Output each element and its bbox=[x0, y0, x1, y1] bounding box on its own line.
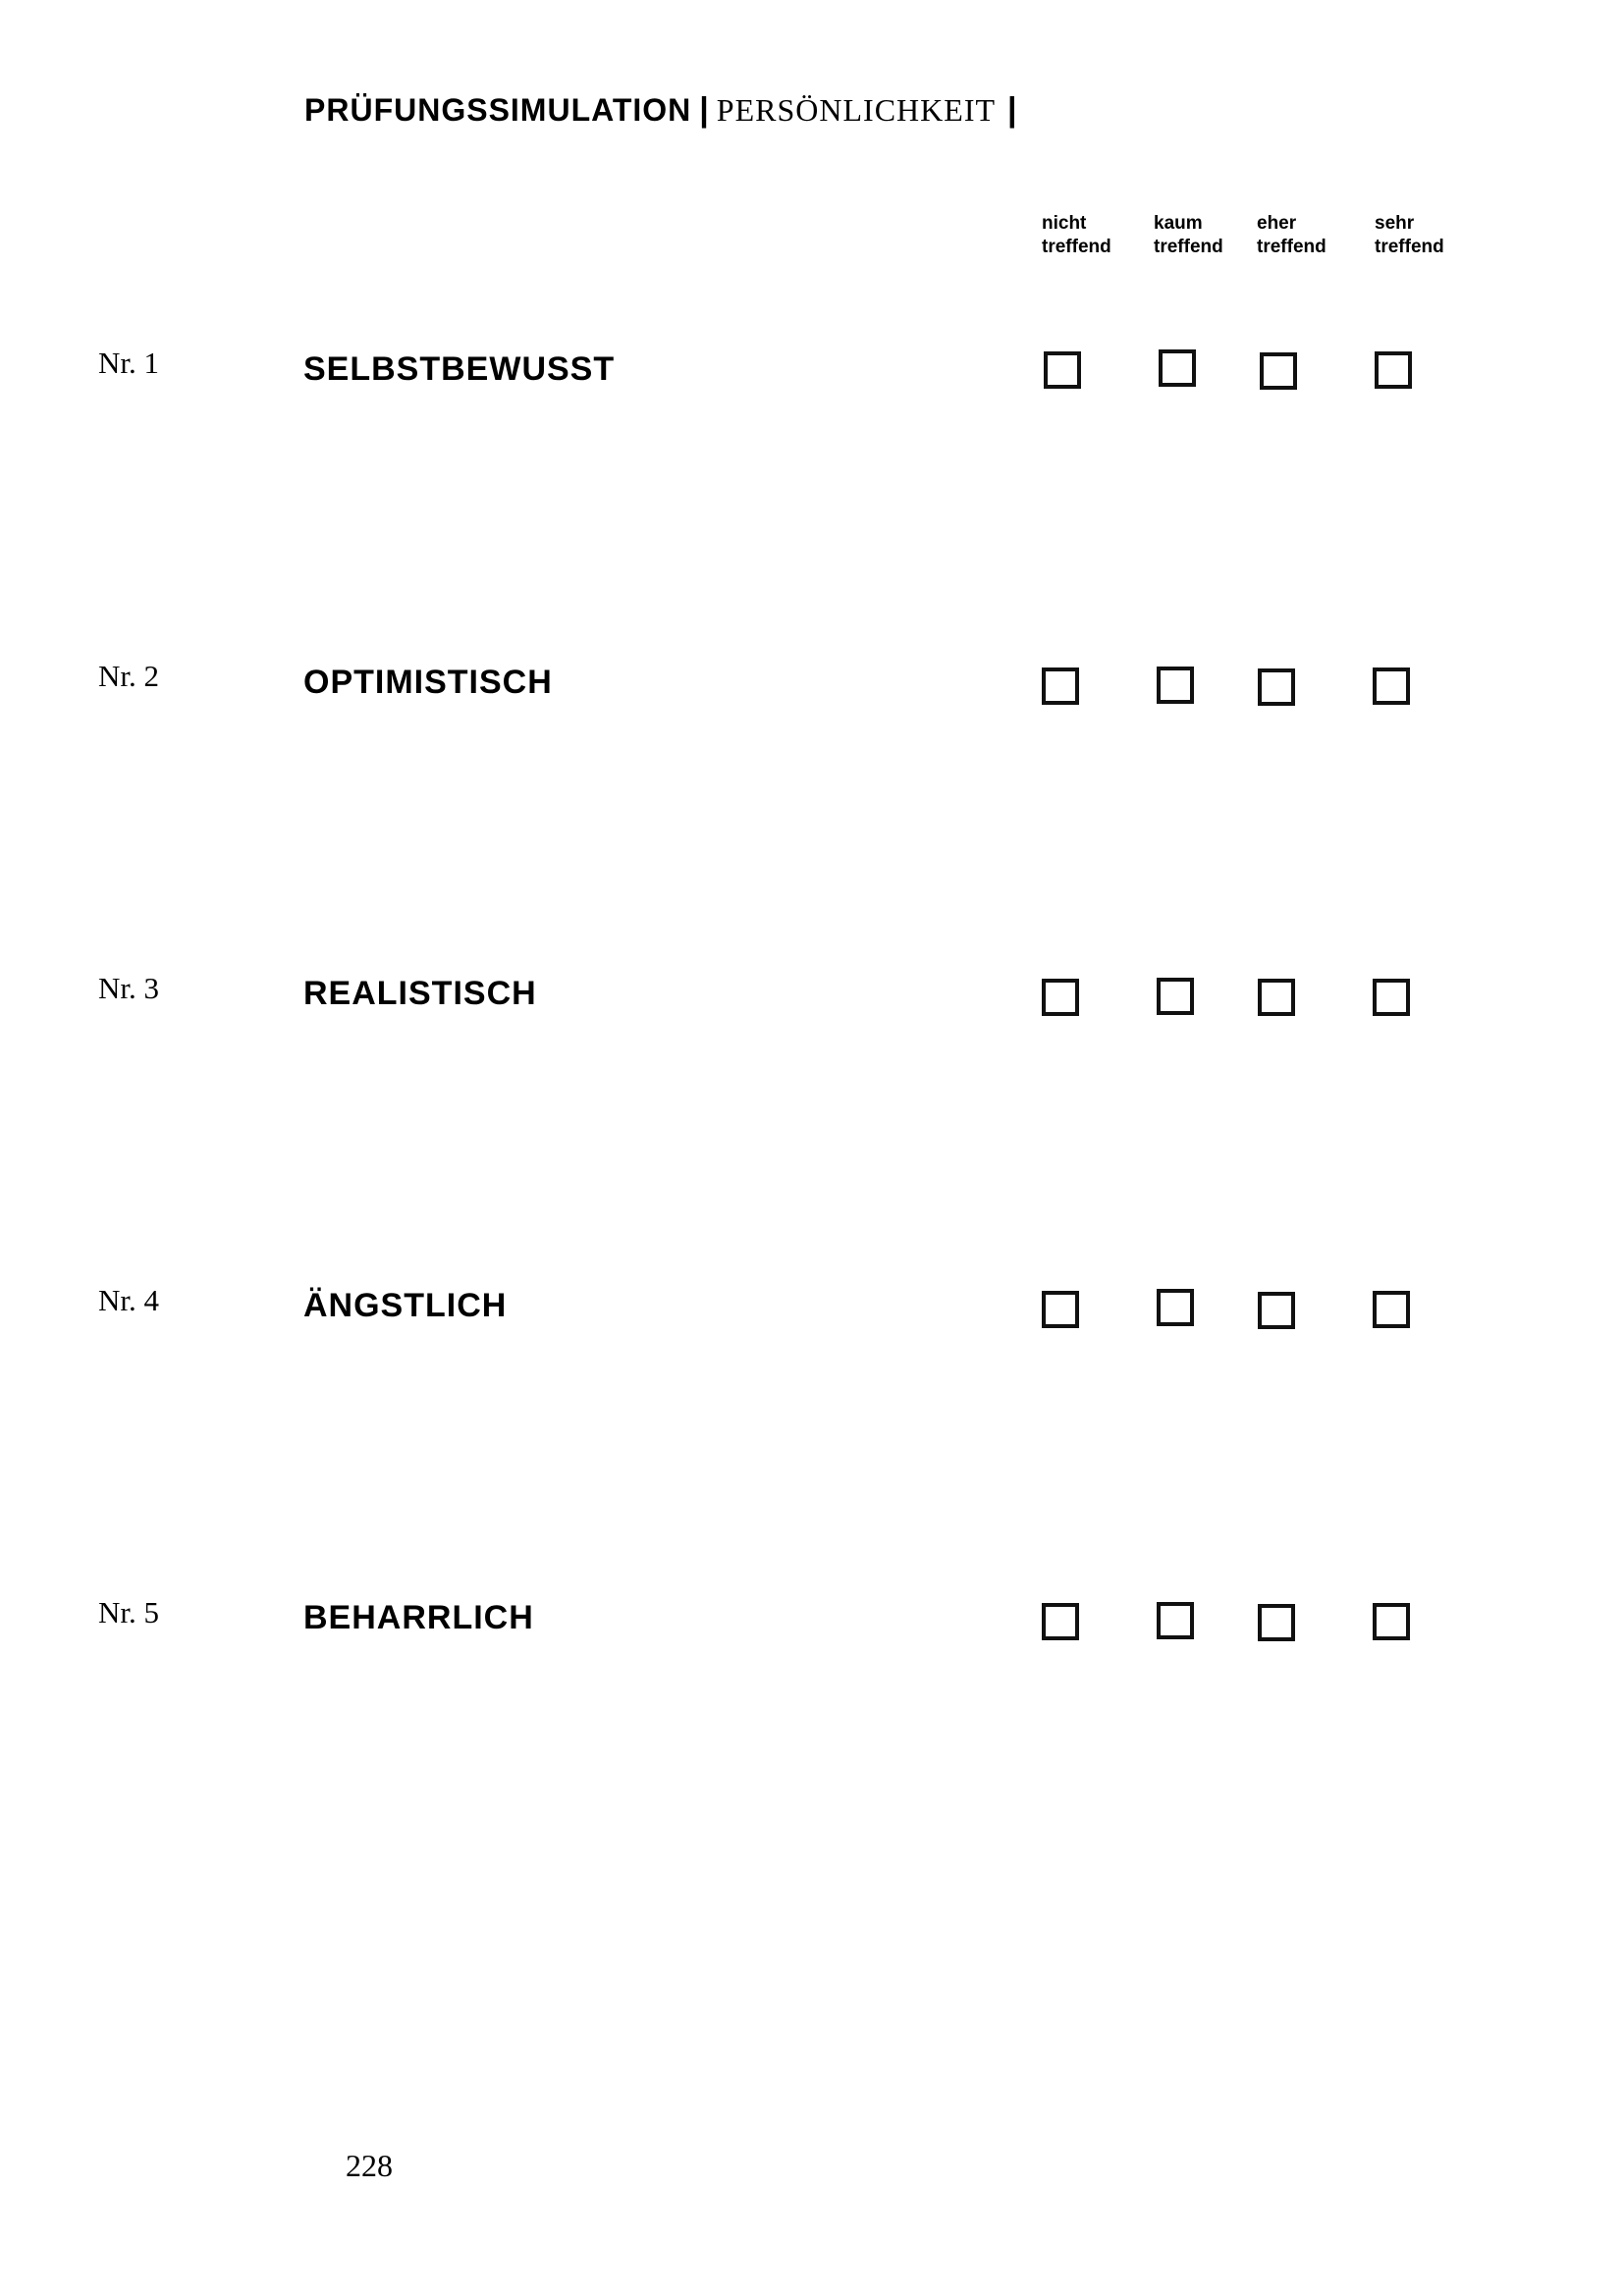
rating-checkbox-nicht-treffend[interactable] bbox=[1042, 979, 1079, 1016]
rating-checkbox-nicht-treffend[interactable] bbox=[1042, 1603, 1079, 1640]
rating-checkbox-sehr-treffend[interactable] bbox=[1373, 667, 1410, 705]
rating-checkbox-nicht-treffend[interactable] bbox=[1042, 667, 1079, 705]
rating-checkbox-kaum-treffend[interactable] bbox=[1157, 1602, 1194, 1639]
rating-checkbox-nicht-treffend[interactable] bbox=[1042, 1291, 1079, 1328]
rating-checkbox-kaum-treffend[interactable] bbox=[1157, 1289, 1194, 1326]
rating-checkbox-kaum-treffend[interactable] bbox=[1157, 667, 1194, 704]
rating-checkbox-eher-treffend[interactable] bbox=[1258, 1604, 1295, 1641]
item-number: Nr. 5 bbox=[98, 1595, 159, 1629]
rating-checkbox-sehr-treffend[interactable] bbox=[1375, 351, 1412, 389]
page-header bbox=[304, 88, 1025, 138]
header-separator-end: | bbox=[1007, 91, 1017, 129]
rating-checkbox-nicht-treffend[interactable] bbox=[1044, 351, 1081, 389]
scale-header-nicht-treffend: nicht treffend bbox=[1042, 213, 1111, 257]
rating-checkbox-kaum-treffend[interactable] bbox=[1159, 349, 1196, 387]
rating-checkbox-kaum-treffend[interactable] bbox=[1157, 978, 1194, 1015]
item-number: Nr. 1 bbox=[98, 346, 159, 380]
rating-checkbox-eher-treffend[interactable] bbox=[1258, 668, 1295, 706]
rating-checkbox-sehr-treffend[interactable] bbox=[1373, 979, 1410, 1016]
item-label: OPTIMISTISCH bbox=[303, 664, 553, 701]
rating-checkbox-sehr-treffend[interactable] bbox=[1373, 1291, 1410, 1328]
item-number: Nr. 4 bbox=[98, 1283, 159, 1317]
item-label: REALISTISCH bbox=[303, 975, 537, 1012]
rating-checkbox-sehr-treffend[interactable] bbox=[1373, 1603, 1410, 1640]
rating-checkbox-eher-treffend[interactable] bbox=[1260, 352, 1297, 390]
item-label: ÄNGSTLICH bbox=[303, 1287, 508, 1324]
item-number: Nr. 3 bbox=[98, 971, 159, 1005]
scale-header-kaum-treffend: kaum treffend bbox=[1154, 213, 1223, 257]
rating-checkbox-eher-treffend[interactable] bbox=[1258, 979, 1295, 1016]
scale-header-sehr-treffend: sehr treffend bbox=[1375, 213, 1444, 257]
page-number: 228 bbox=[346, 2148, 393, 2183]
item-label: SELBSTBEWUSST bbox=[303, 350, 616, 388]
rating-checkbox-eher-treffend[interactable] bbox=[1258, 1292, 1295, 1329]
page-title: PRÜFUNGSSIMULATION bbox=[304, 92, 692, 128]
item-number: Nr. 2 bbox=[98, 659, 159, 693]
page-subtitle: PERSÖNLICHKEIT bbox=[716, 92, 997, 128]
item-label: BEHARRLICH bbox=[303, 1599, 534, 1636]
scale-header-eher-treffend: eher treffend bbox=[1257, 213, 1326, 257]
header-separator: | bbox=[699, 91, 709, 129]
